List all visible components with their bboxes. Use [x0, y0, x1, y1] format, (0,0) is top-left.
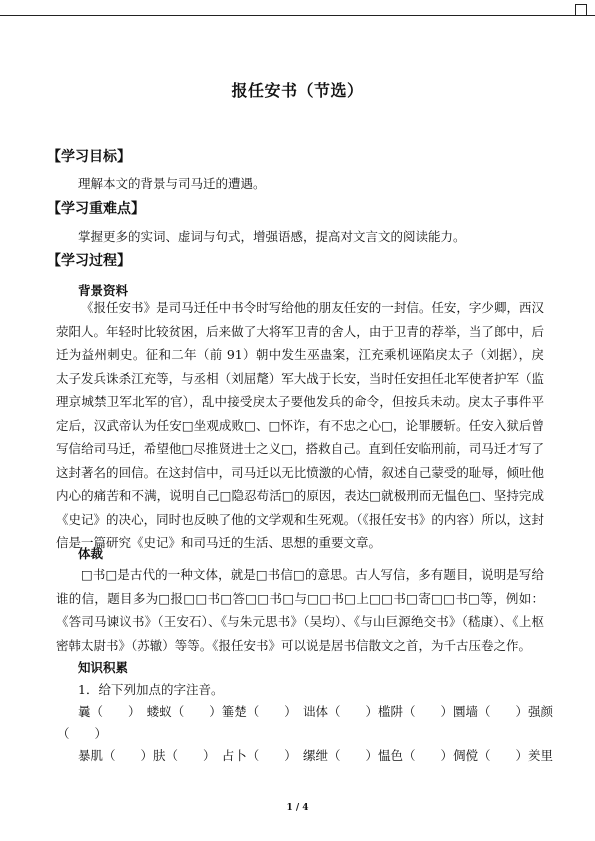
heading-background: 背景资料: [78, 283, 129, 298]
question-1: 1．给下列加点的字注音。: [78, 682, 224, 697]
page-number: 1 / 4: [286, 803, 309, 813]
heading-knowledge: 知识积累: [78, 660, 129, 675]
document-title: 报任安书（节选）: [231, 81, 364, 100]
corner-mark: [575, 4, 587, 16]
pinyin-row-1: 曩（ ） 蝼蚁（ ）箠楚（ ） 诎体（ ）槛阱（ ）圜墙（ ）强颜: [78, 704, 554, 719]
genre-paragraph: □书□是古代的一种文体，就是□书信□的意思。古人写信，多有题目，说明是写给谁的信，题目多为□报□□书□答□□书□与□□书□上□□书□寄□□书□等，例如：《答司马谏议书》（王安石）、《与朱元思书》（吴均）、《与山巨源绝交书》（嵇康）、《上枢密韩太尉书》（苏辙）等等。《报任安书》可以说是居书信散文之首，为千古压卷之作。: [56, 567, 544, 653]
key-points-text: 掌握更多的实词、虚词与句式，增强语感，提高对文言文的阅读能力。: [78, 229, 466, 244]
heading-learning-process: 【学习过程】: [47, 253, 131, 269]
header-rule: [0, 15, 595, 16]
background-paragraph: 《报任安书》是司马迁任中书令时写给他的朋友任安的一封信。任安，字少卿，西汉荥阳人。年轻时比较贫困，后来做了大将军卫青的舍人，由于卫青的荐举，当了郎中，后迁为益州刺史。征和二年（前 91）朝中发生巫蛊案，江充乘机诬陷戾太子（刘据），戾太子发兵诛杀江充等，与丞相（刘屈氂）军大战于长安，当时任安担任北军使者护军（监理京城禁卫军北军的官），乱中接受戾太子要他发兵的命令，但按兵未动。戾太子事件平定后，汉武帝认为任安□坐观成败□、□怀诈，有不忠之心□，论罪腰斩。任安入狱后曾写信给司马迁，希望他□尽推贤进士之义□，搭救自己。直到任安临刑前，司马迁才写了这封著名的回信。在这封信中，司马迁以无比愤激的心情，叙述自己蒙受的耻辱，倾吐他内心的痛苦和不满，说明自己□隐忍苟活□的原因，表达□就极刑而无愠色□、坚持完成《史记》的决心，同时也反映了他的文学观和生死观。（《报任安书》的内容）所以，这封信是一篇研究《史记》和司马迁的生活、思想的重要文章。: [56, 300, 544, 550]
heading-learning-goals: 【学习目标】: [47, 149, 131, 165]
learning-goals-text: 理解本文的背景与司马迁的遭遇。: [78, 176, 266, 191]
pinyin-row-1-continued: （ ）: [57, 726, 108, 741]
pinyin-row-2: 暴肌（ ）肤（ ） 占卜（ ） 缧绁（ ）愠色（ ）倜傥（ ）羑里: [78, 748, 554, 763]
heading-key-points: 【学习重难点】: [47, 201, 145, 217]
heading-genre: 体裁: [78, 546, 104, 561]
